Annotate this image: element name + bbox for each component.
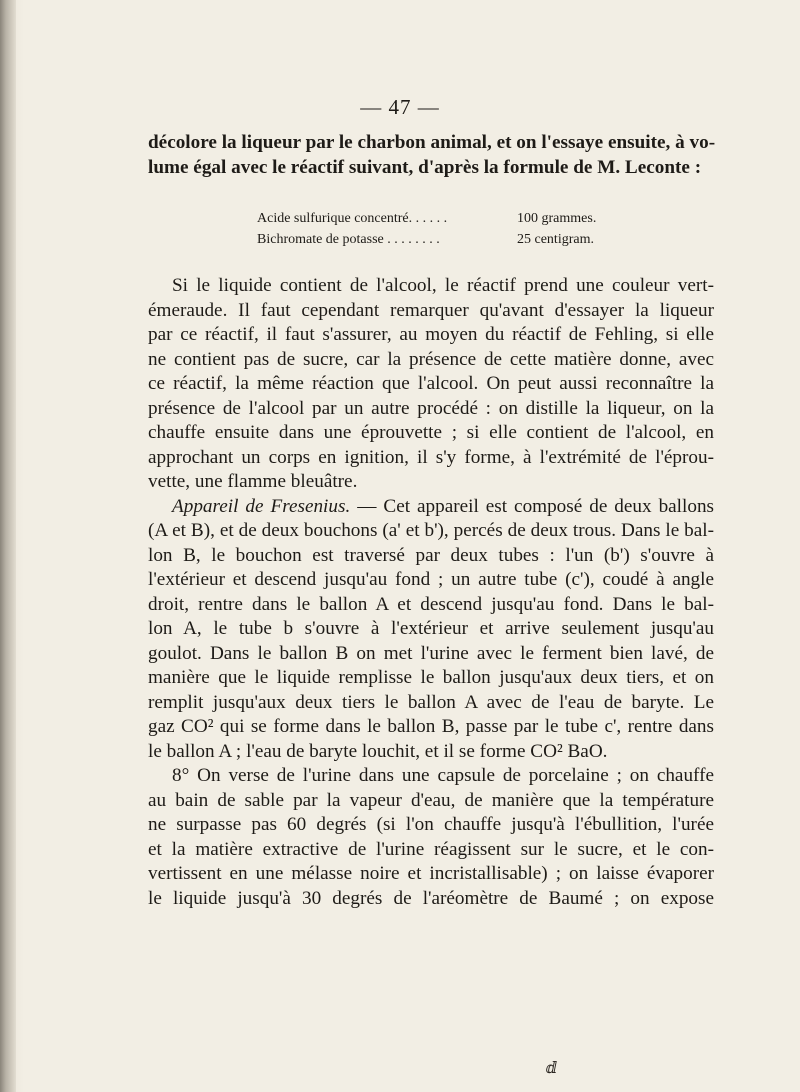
text-line: et la matière extractive de l'urine réagissent sur le sucre, et le con-	[148, 838, 714, 860]
formula-quantity: 100 grammes.	[517, 211, 597, 226]
text-line: Si le liquide contient de l'alcool, le réactif prend une couleur vert-	[172, 275, 714, 296]
reagent-formula	[257, 208, 617, 250]
fresenius-heading: Appareil de Fresenius.	[172, 495, 351, 517]
text-line: décolore la liqueur par le charbon animal, et on l'essaye ensuite, à vo-	[148, 132, 716, 153]
text-line: ce réactif, la même réaction que l'alcool. On peut aussi reconnaître la	[148, 373, 714, 394]
formula-row	[257, 208, 617, 229]
paragraph-intro	[148, 131, 714, 180]
text-line: gaz CO² qui se forme dans le ballon B, passe par le tube c', rentre dans	[148, 716, 714, 737]
text-line-fresenius	[148, 495, 714, 520]
text-line: l'extérieur et descend jusqu'au fond ; un autre tube (c'), coudé à angle	[148, 569, 714, 590]
text-line: par ce réactif, il faut s'assurer, au moyen du réactif de Fehling, si elle	[148, 324, 714, 345]
page-number: — 47 —	[360, 95, 440, 119]
text-line: lon B, le bouchon est traversé par deux tubes : l'un (b') s'ouvre à	[148, 544, 714, 566]
text-line: émeraude. Il faut cependant remarquer qu'avant d'essayer la liqueur	[148, 299, 714, 321]
text-line: goulot. Dans le ballon B on met l'urine avec le ferment bien lavé, de	[148, 642, 714, 664]
formula-quantity: 25 centigram.	[517, 232, 594, 247]
text-line: présence de l'alcool par un autre procédé : on distille la liqueur, on la	[148, 397, 714, 419]
text-line: ne surpasse pas 60 degrés (si l'on chauffe jusqu'à l'ébullition, l'urée	[148, 814, 714, 835]
formula-ingredient: Acide sulfurique concentré. . . . . .	[257, 211, 448, 226]
text-fragment: — Cet appareil est composé de deux ballons	[357, 495, 715, 517]
text-line: lon A, le tube b s'ouvre à l'extérieur et arrive seulement jusqu'au	[148, 618, 714, 639]
text-line: 8° On verse de l'urine dans une capsule de porcelaine ; on chauffe	[172, 765, 714, 786]
text-line: vette, une flamme bleuâtre.	[148, 471, 358, 492]
text-line: lume égal avec le réactif suivant, d'après la formule de M. Leconte :	[148, 156, 702, 178]
page-binding-edge	[0, 0, 16, 1092]
text-line: droit, rentre dans le ballon A et descend jusqu'au fond. Dans le bal-	[148, 593, 714, 615]
text-line: au bain de sable par la vapeur d'eau, de manière que la température	[148, 789, 714, 811]
text-line: ne contient pas de sucre, car la présence de cette matière donne, avec	[148, 348, 714, 370]
text-line: vertissent en une mélasse noire et incristallisable) ; on laisse évaporer	[148, 863, 714, 884]
text-line: approchant un corps en ignition, il s'y forme, à l'extrémité de l'éprou-	[148, 446, 714, 468]
text-line: (A et B), et de deux bouchons (a' et b'), percés de deux trous. Dans le bal-	[148, 520, 714, 541]
text-line: manière que le liquide remplisse le ballon jusqu'aux deux tiers, et on	[148, 667, 714, 688]
text-line: le liquide jusqu'à 30 degrés de l'aréomètre de Baumé ; on expose	[148, 887, 714, 909]
formula-row	[257, 229, 617, 250]
text-line: chauffe ensuite dans une éprouvette ; si elle contient de l'alcool, en	[148, 422, 714, 443]
body-text	[148, 274, 714, 911]
ink-mark: ⅆ	[546, 1060, 558, 1077]
text-line: le ballon A ; l'eau de baryte louchit, et il se forme CO² BaO.	[148, 740, 608, 762]
formula-ingredient: Bichromate de potasse . . . . . . . .	[257, 232, 440, 247]
text-line: remplit jusqu'aux deux tiers le ballon A avec de l'eau de baryte. Le	[148, 691, 714, 713]
